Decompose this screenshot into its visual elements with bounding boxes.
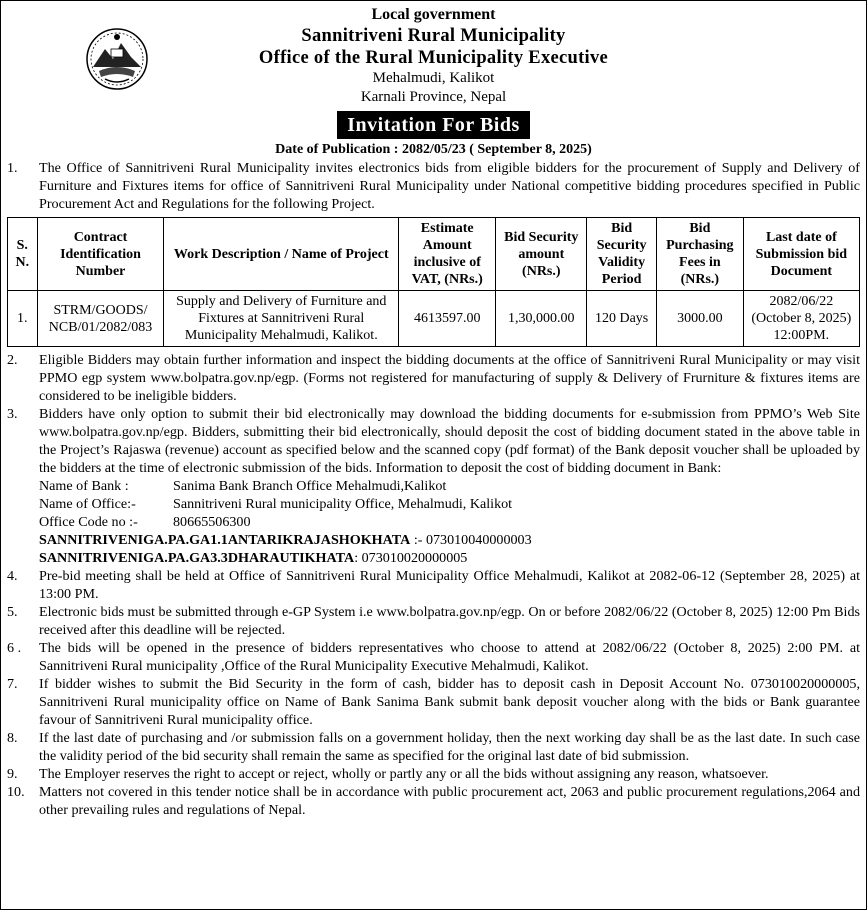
- section-4: [7, 567, 860, 603]
- section-5: [7, 603, 860, 639]
- office-province: Karnali Province, Nepal: [360, 89, 507, 105]
- section-7: [7, 675, 860, 729]
- section-text: The Office of Sannitriveni Rural Municipality invites electronics bids from eligible bidders for the procurement of Supply and Delivery of Furniture and Fixtures items for office of Sannitriveni Rural Municipality under National competitive bidding procedures specified in Public Procurement Act and Regulations for the following Project.: [39, 160, 860, 212]
- section-number: 2.: [7, 352, 18, 368]
- office-name-label: Name of Office:-: [39, 496, 136, 512]
- section-number: 3.: [7, 406, 18, 422]
- section-text: Eligible Bidders may obtain further information and inspect the bidding documents at the office of Sannitriveni Rural Municipality or may visit PPMO egp system www.bolpatra.gov.np/egp. (Forms not registered for manufacturing of supply & Delivery of Frurniture & fixtures items are considered to be ineligible bidders.: [39, 352, 860, 404]
- section-text: Pre-bid meeting shall be held at Office of Sannitriveni Rural Municipality Office Mehalmudi, Kalikot at 2082-06-12 (September 28, 2025) at 13:00 PM.: [39, 568, 860, 602]
- section-6: [7, 639, 860, 675]
- section-text: Bidders have only option to submit their bid electronically may download the bidding documents for e-submission from PPMO’s Web Site www.bolpatra.gov.np/egp. Bidders, submitting their bid electronically, should deposit the cost of bidding document stated in the above table in the Project’s Rajaswa (revenue) account as specified below and the scanned copy (pdf format) of the Bank deposit voucher shall be uploaded by the bidders at the time of electronic submission of the bids. Information to deposit the cost of bidding document in Bank:: [39, 406, 860, 476]
- section-number: 9.: [7, 766, 18, 782]
- revenue-account-label: SANNITRIVENIGA.PA.GA1.1ANTARIKRAJASHOKHATA: [39, 532, 411, 548]
- section-3: [7, 405, 860, 477]
- municipality-name: Sannitriveni Rural Municipality: [301, 26, 566, 46]
- bank-name-label: Name of Bank :: [39, 478, 129, 494]
- section-10: [7, 783, 860, 819]
- section-text: The Employer reserves the right to accept or reject, wholly or partly any or all the bids without assigning any reason, whatsoever.: [39, 766, 769, 782]
- col-header-contract: Contract Identification Number: [37, 218, 164, 291]
- section-number: 5.: [7, 604, 18, 620]
- section-number: 10.: [7, 784, 25, 800]
- section-number: 8.: [7, 730, 18, 746]
- section-1: [7, 159, 860, 213]
- cell-fees: 3000.00: [657, 291, 744, 347]
- cell-security: 1,30,000.00: [496, 291, 587, 347]
- office-code-value: 80665506300: [173, 514, 251, 530]
- col-header-sn: S. N.: [8, 218, 38, 291]
- section-9: [7, 765, 860, 783]
- cell-contract: STRM/GOODS/ NCB/01/2082/083: [37, 291, 164, 347]
- section-text: If the last date of purchasing and /or submission falls on a government holiday, then the next working day shall be as the last date. In such case the validity period of the bid security shall remain the same as specified for the original last date of bid submission.: [39, 730, 860, 764]
- section-text: If bidder wishes to submit the Bid Security in the form of cash, bidder has to deposit cash in Deposit Account No. 073010020000005, Sannitriveni Rural municipality office on Name of Bank Sanima Bank submit bank deposit voucher along with the bids or Bank guarantee favour of Sannitriveni Rural municipality office.: [39, 676, 860, 728]
- table-row: [8, 291, 860, 347]
- office-name: Office of the Rural Municipality Executive: [258, 48, 609, 68]
- notice-title-banner: Invitation For Bids: [337, 111, 530, 139]
- publication-date: Date of Publication : 2082/05/23 ( September 8, 2025): [275, 142, 592, 157]
- nepal-government-emblem-icon: [85, 27, 149, 91]
- section-2: [7, 351, 860, 405]
- section-text: Electronic bids must be submitted through e-GP System i.e www.bolpatra.gov.np/egp. On or before 2082/06/22 (October 8, 2025) 12:00 Pm Bids received after this deadline will be rejected.: [39, 604, 860, 638]
- office-name-value: Sannitriveni Rural municipality Office, Mehalmudi, Kalikot: [173, 496, 513, 512]
- col-header-work: Work Description / Name of Project: [164, 218, 399, 291]
- table-header-row: [8, 218, 860, 291]
- cell-validity: 120 Days: [587, 291, 657, 347]
- revenue-account-number: :- 073010040000003: [410, 532, 532, 548]
- section-number: 7.: [7, 676, 18, 692]
- section-8: [7, 729, 860, 765]
- deposit-account-label: SANNITRIVENIGA.PA.GA3.3DHARAUTIKHATA: [39, 550, 355, 566]
- section-number: 1.: [7, 160, 18, 176]
- col-header-estimate: Estimate Amount inclusive of VAT, (NRs.): [399, 218, 496, 291]
- section-number: 6 .: [7, 640, 22, 656]
- bank-name-value: Sanima Bank Branch Office Mehalmudi,Kalikot: [173, 478, 447, 494]
- office-location: Mehalmudi, Kalikot: [372, 70, 495, 86]
- cell-work: Supply and Delivery of Furniture and Fixtures at Sannitriveni Rural Municipality Mehalmudi, Kalikot.: [164, 291, 399, 347]
- office-code-label: Office Code no :-: [39, 514, 138, 530]
- section-text: The bids will be opened in the presence of bidders representatives who choose to attend at 2082/06/22 (October 8, 2025) 2:00 PM. at Sannitriveni Rural municipality ,Office of the Rural Municipality Executive Mehalmudi, Kalikot.: [39, 640, 860, 674]
- col-header-validity: Bid Security Validity Period: [587, 218, 657, 291]
- bid-table: [7, 217, 860, 347]
- col-header-lastdate: Last date of Submission bid Document: [743, 218, 859, 291]
- bank-details: [39, 477, 866, 567]
- section-number: 4.: [7, 568, 18, 584]
- section-text: Matters not covered in this tender notice shall be in accordance with public procurement act, 2063 and public procurement regulations,2064 and other prevailing rules and regulations of Nepal.: [39, 784, 860, 818]
- deposit-account-number: : 073010020000005: [354, 550, 468, 566]
- cell-estimate: 4613597.00: [399, 291, 496, 347]
- col-header-fees: Bid Purchasing Fees in (NRs.): [657, 218, 744, 291]
- header-line-local-government: Local government: [371, 6, 496, 23]
- cell-sn: 1.: [8, 291, 38, 347]
- cell-lastdate: 2082/06/22 (October 8, 2025) 12:00PM.: [743, 291, 859, 347]
- col-header-security: Bid Security amount (NRs.): [496, 218, 587, 291]
